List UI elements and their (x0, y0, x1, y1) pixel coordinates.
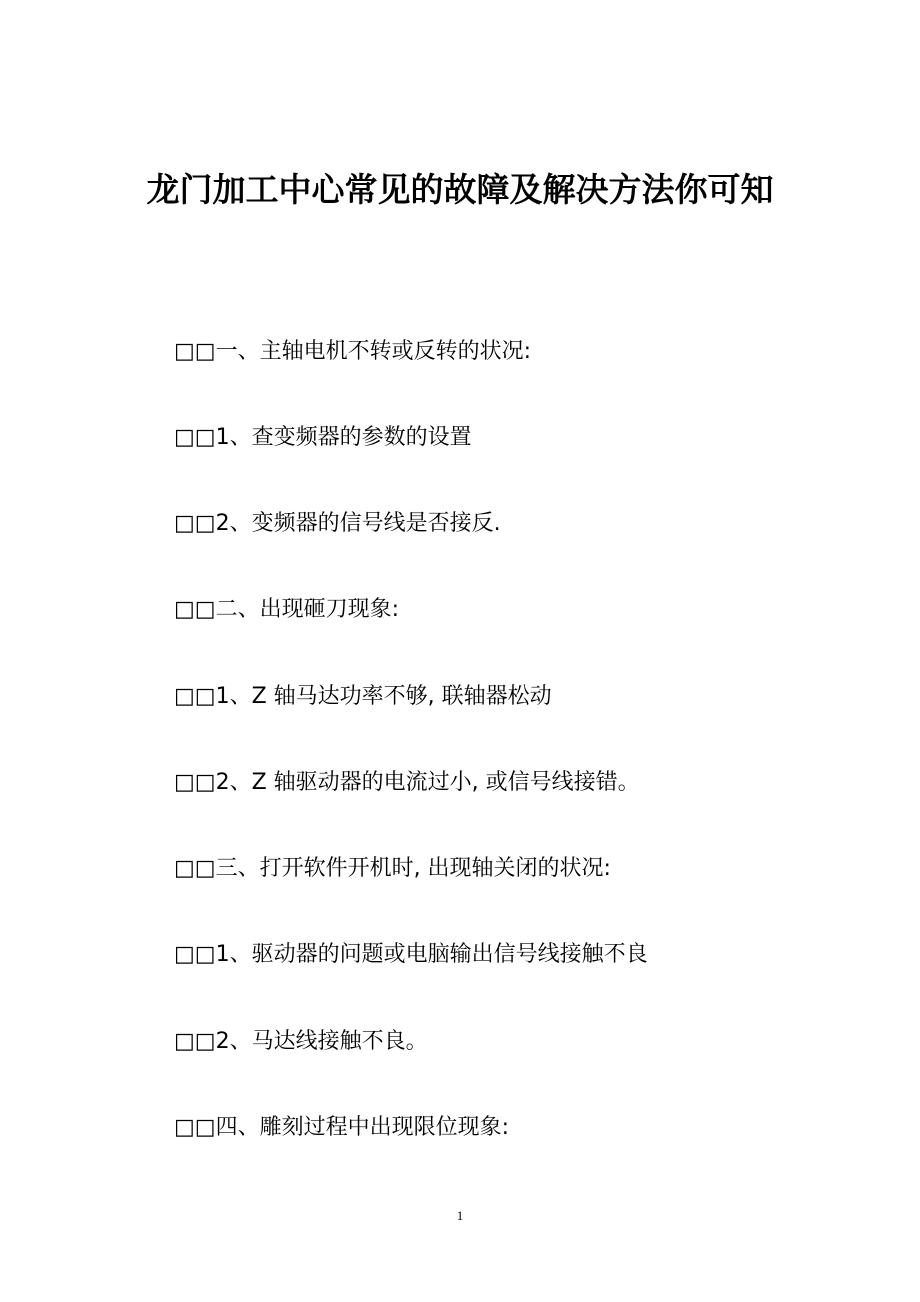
paragraph-section-3-item-1: □□1、驱动器的问题或电脑输出信号线接触不良 (174, 942, 648, 967)
paragraph-section-1-item-2: □□2、变频器的信号线是否接反. (174, 511, 501, 536)
paragraph-section-1-heading: □□一、主轴电机不转或反转的状况: (174, 339, 531, 364)
paragraph-section-1-item-1: □□1、查变频器的参数的设置 (174, 425, 472, 450)
paragraph-section-2-item-2: □□2、Z 轴驱动器的电流过小, 或信号线接错。 (174, 770, 640, 795)
paragraph-section-2-item-1: □□1、Z 轴马达功率不够, 联轴器松动 (174, 684, 552, 709)
paragraph-section-3-heading: □□三、打开软件开机时, 出现轴关闭的状况: (174, 856, 611, 881)
paragraph-section-3-item-2: □□2、马达线接触不良。 (174, 1029, 428, 1054)
page-number: 1 (456, 1208, 464, 1223)
paragraph-section-4-heading: □□四、雕刻过程中出现限位现象: (174, 1115, 509, 1140)
paragraph-section-2-heading: □□二、出现砸刀现象: (174, 597, 399, 622)
document-title: 龙门加工中心常见的故障及解决方法你可知 (146, 170, 774, 209)
